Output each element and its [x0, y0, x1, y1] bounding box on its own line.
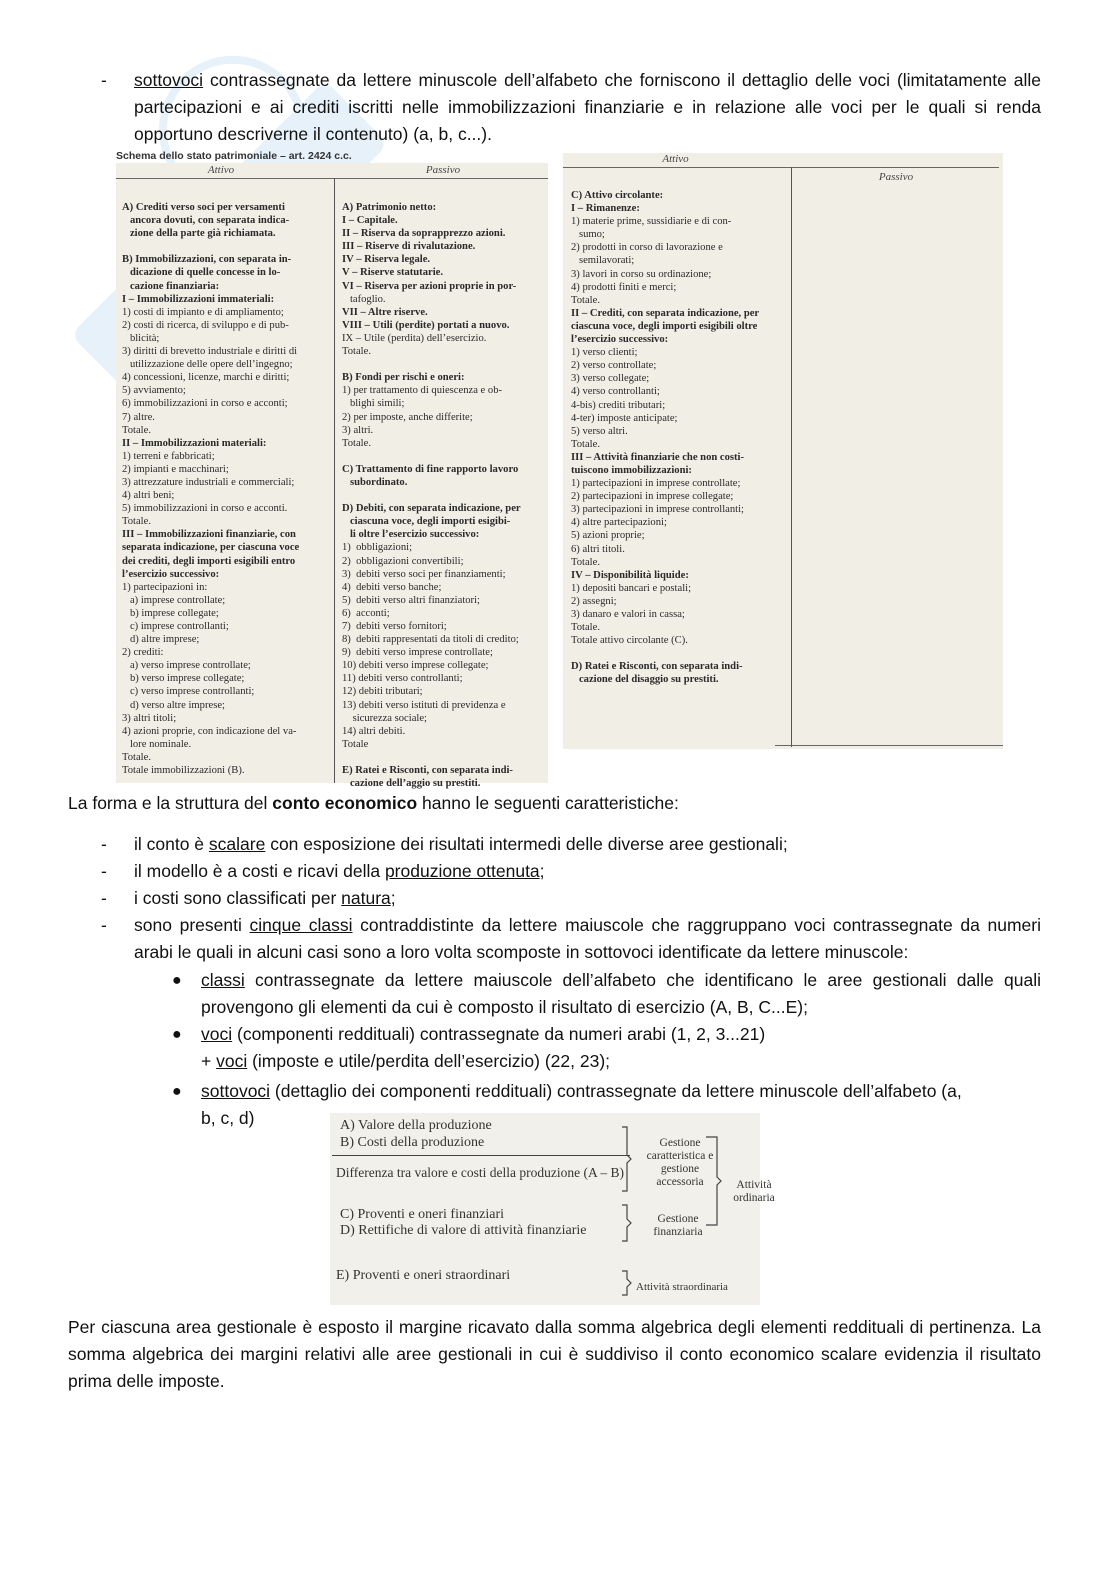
schema-line: 3) diritti di brevetto industriale e diritti di [122, 346, 298, 358]
schema-line: 5) debiti verso altri finanziatori; [342, 594, 480, 606]
schema-line: IX – Utile (perdita) dell’esercizio. [342, 332, 487, 344]
schema-line: tafoglio. [342, 293, 386, 305]
schema-line: 3) verso collegate; [571, 373, 650, 385]
schema-line: B) Immobilizzazioni, con separata in- [122, 254, 292, 266]
schema-line: 14) altri debiti. [342, 725, 406, 737]
schema-line [342, 751, 546, 764]
ce-gestione-finanziaria: Gestione finanziaria [653, 1213, 703, 1238]
schema-line: 1) partecipazioni in imprese controllate; [571, 478, 741, 490]
schema-line: C) Trattamento di fine rapporto lavoro [342, 463, 519, 475]
list-dash: - [101, 70, 107, 90]
bullet-item-sottovoci: sottovoci (dettaglio dei componenti reddituali) contrassegnate da lettere minuscole dell’alfabeto (a, [201, 1081, 962, 1101]
schema-line: blighi simili; [342, 398, 405, 410]
schema-line: 11) debiti verso controllanti; [342, 673, 463, 685]
ce-diff: Differenza tra valore e costi della produzione (A – B) [336, 1165, 625, 1180]
schema-line: tuiscono immobilizzazioni: [571, 464, 692, 476]
schema-line: d) verso altre imprese; [122, 699, 225, 711]
schema-line: 5) avviamento; [122, 385, 186, 397]
schema-line: 7) altre. [122, 411, 155, 423]
schema-line: III – Immobilizzazioni finanziarie, con [122, 529, 296, 541]
schema-line: 1) obbligazioni; [342, 542, 413, 554]
schema-line: 3) lavori in corso su ordinazione; [571, 268, 712, 280]
ce-gestione-caratteristica: Gestione caratteristica e gestione accessoria [646, 1137, 714, 1188]
schema-line: 4-ter) imposte anticipate; [571, 412, 678, 424]
bullet-icon: ● [172, 1026, 182, 1043]
schema-line: l’esercizio successivo: [571, 334, 669, 346]
schema-line: I – Rimanenze: [571, 203, 640, 215]
schema-line [342, 450, 546, 463]
ce-c: C) Proventi e oneri finanziari [340, 1207, 505, 1222]
schema-line: 3) debiti verso soci per finanziamenti; [342, 568, 506, 580]
schema-line [571, 647, 787, 660]
schema-line: li oltre l’esercizio successivo: [342, 529, 480, 541]
schema-line: 2) prodotti in corso di lavorazione e [571, 242, 723, 254]
schema-line: D) Ratei e Risconti, con separata indi- [571, 661, 743, 673]
schema-line: VI – Riserva per azioni proprie in por- [342, 280, 517, 292]
schema-line: 3) partecipazioni in imprese controllanti; [571, 504, 744, 516]
schema-line: 5) verso altri. [571, 425, 628, 437]
bullet-icon: ● [172, 972, 182, 989]
schema-line: cazione dell’aggio su prestiti. [342, 778, 481, 790]
ce-attivita-straordinaria: Attività straordinaria [636, 1281, 728, 1293]
schema-line: 1) partecipazioni in: [122, 581, 208, 593]
header-attivo: Attivo [207, 164, 235, 176]
schema-line: a) imprese controllate; [122, 594, 226, 606]
schema-line: 2) crediti: [122, 647, 164, 659]
schema-line: I – Immobilizzazioni immateriali: [122, 293, 275, 305]
ce-a: A) Valore della produzione [340, 1118, 492, 1133]
schema-title: Schema dello stato patrimoniale – art. 2424 c.c. [116, 150, 352, 162]
schema-line: A) Patrimonio netto: [342, 202, 437, 213]
schema-line: Totale. [122, 424, 151, 436]
schema-line: C) Attivo circolante: [571, 190, 664, 201]
schema-line: VII – Altre riserve. [342, 306, 428, 318]
schema-line: zione della parte già richiamata. [122, 228, 276, 240]
schema-scan-right [563, 153, 1003, 749]
schema-line: d) altre imprese; [122, 634, 200, 646]
schema-line: blicità; [122, 332, 160, 344]
schema-line: Totale. [122, 751, 151, 763]
schema-line: 2) impianti e macchinari; [122, 463, 229, 475]
schema-line: a) verso imprese controllate; [122, 660, 251, 672]
schema-line: Totale. [571, 556, 600, 568]
schema-line: VIII – Utili (perdite) portati a nuovo. [342, 319, 510, 331]
schema-line: 2) costi di ricerca, di sviluppo e di pub- [122, 319, 289, 331]
schema-line: utilizzazione delle opere dell’ingegno; [122, 359, 293, 371]
schema-line: 5) immobilizzazioni in corso e acconti. [122, 503, 288, 515]
schema-column-attivo-circolante [571, 189, 787, 687]
schema-line: 4) debiti verso banche; [342, 581, 442, 593]
ce-d: D) Rettifiche di valore di attività finanziarie [340, 1223, 587, 1238]
ce-attivita-ordinaria: Attività ordinaria [733, 1179, 775, 1204]
list-dash: - [101, 915, 107, 935]
dash-item-2: il modello è a costi e ricavi della produzione ottenuta; [134, 861, 545, 881]
dash-item-1: il conto è scalare con esposizione dei risultati intermedi delle diverse aree gestionali; [134, 834, 788, 854]
schema-line: 6) immobilizzazioni in corso e acconti; [122, 398, 288, 410]
schema-line: 4) altre partecipazioni; [571, 517, 667, 529]
term-sottovoci: sottovoci [134, 70, 204, 90]
schema-line: 8) debiti rappresentati da titoli di credito; [342, 634, 519, 646]
schema-line: Totale. [342, 346, 371, 358]
schema-line: semilavorati; [571, 255, 635, 267]
schema-line: Totale. [342, 437, 371, 449]
schema-line: 4) prodotti finiti e merci; [571, 281, 677, 293]
schema-line: III – Riserve di rivalutazione. [342, 241, 476, 253]
list-dash: - [101, 861, 107, 881]
schema-line: 5) azioni proprie; [571, 530, 645, 542]
schema-line: I – Capitale. [342, 215, 398, 227]
schema-line: 1) terreni e fabbricati; [122, 450, 215, 462]
dash-item-3: i costi sono classificati per natura; [134, 888, 396, 908]
schema-line: sumo; [571, 229, 605, 241]
schema-line: 12) debiti tributari; [342, 686, 423, 698]
schema-line: dei crediti, degli importi esigibili entro [122, 555, 296, 567]
schema-line: II – Immobilizzazioni materiali: [122, 437, 267, 449]
intro-paragraph [134, 67, 1041, 148]
schema-line: ciascuna voce, degli importi esigibili oltre [571, 320, 758, 332]
schema-line: B) Fondi per rischi e oneri: [342, 372, 465, 384]
schema-line: Totale. [571, 622, 600, 634]
schema-line: 4) altri beni; [122, 490, 175, 502]
schema-line: III – Attività finanziarie che non costi- [571, 451, 745, 463]
schema-line: 7) debiti verso fornitori; [342, 621, 447, 632]
schema-line: II – Riserva da soprapprezzo azioni. [342, 228, 506, 240]
schema-line: cazione finanziaria: [122, 280, 220, 292]
conto-economico-diagram [330, 1113, 775, 1305]
schema-line: 2) verso controllate; [571, 360, 657, 372]
schema-line: subordinato. [342, 476, 408, 488]
schema-line [342, 358, 546, 371]
schema-line: 1) materie prime, sussidiarie e di con- [571, 216, 732, 228]
dash-item-4: sono presenti cinque classi contraddistinte da lettere maiuscole che raggruppano voci contrassegnate da numeri arabi le quali in alcuni casi sono a loro volta scomposte in sottovoci identificate da lettere minuscole: [134, 915, 1041, 962]
schema-line: sicurezza sociale; [342, 712, 427, 724]
schema-line: c) verso imprese controllanti; [122, 686, 255, 698]
schema-line: b) imprese collegate; [122, 607, 219, 619]
schema-line: l’esercizio successivo: [122, 568, 220, 580]
schema-line: 2) partecipazioni in imprese collegate; [571, 491, 734, 503]
schema-line: 2) per imposte, anche differite; [342, 411, 473, 423]
schema-line: 2) assegni; [571, 595, 617, 607]
schema-line: D) Debiti, con separata indicazione, per [342, 503, 521, 515]
schema-line: cazione del disaggio su prestiti. [571, 674, 719, 686]
schema-line: Totale [342, 738, 369, 750]
ce-e: E) Proventi e oneri straordinari [336, 1268, 511, 1283]
schema-line: 9) debiti verso imprese controllate; [342, 647, 493, 659]
list-dash: - [101, 834, 107, 854]
schema-line: A) Crediti verso soci per versamenti [122, 202, 285, 213]
conto-intro: La forma e la struttura del conto economico hanno le seguenti caratteristiche: [68, 793, 679, 813]
schema-line: 4) concessioni, licenze, marchi e diritti; [122, 372, 290, 384]
schema-line: 10) debiti verso imprese collegate; [342, 660, 489, 672]
list-dash: - [101, 888, 107, 908]
header-passivo: Passivo [425, 164, 461, 176]
schema-line: 6) acconti; [342, 607, 390, 619]
schema-line: IV – Disponibilità liquide: [571, 569, 689, 581]
bullet-item-sottovoci-cont: b, c, d) [201, 1108, 255, 1128]
schema-line: 2) obbligazioni convertibili; [342, 555, 464, 567]
schema-line: Totale. [122, 516, 151, 528]
schema-line: ciascuna voce, degli importi esigibi- [342, 516, 511, 528]
bullet-item-voci: voci (componenti reddituali) contrassegnate da numeri arabi (1, 2, 3...21) [201, 1024, 766, 1044]
schema-line: Totale attivo circolante (C). [571, 635, 688, 647]
schema-line [122, 240, 332, 253]
schema-line: ancora dovuti, con separata indica- [122, 215, 290, 227]
schema-line: IV – Riserva legale. [342, 254, 431, 266]
schema-line: c) imprese controllanti; [122, 621, 229, 632]
bullet-icon: ● [172, 1083, 182, 1100]
schema-line: 3) danaro e valori in cassa; [571, 609, 685, 620]
schema-line: 3) altri titoli; [122, 712, 177, 724]
schema-line: 4-bis) crediti tributari; [571, 399, 666, 411]
closing-paragraph: Per ciascuna area gestionale è esposto il margine ricavato dalla somma algebrica degli elementi reddituali di pertinenza. La somma algebrica dei margini relativi alle aree gestionali in cui è suddiviso il conto economico scalare evidenzia il risultato prima delle imposte. [68, 1317, 1041, 1391]
schema-line: 1) depositi bancari e postali; [571, 582, 692, 594]
schema-line: V – Riserve statutarie. [342, 267, 444, 279]
ce-b: B) Costi della produzione [340, 1135, 485, 1150]
bullet-item-voci-cont: + voci (imposte e utile/perdita dell’esercizio) (22, 23); [201, 1051, 611, 1071]
schema-line: separata indicazione, per ciascuna voce [122, 542, 300, 554]
schema-line: 4) verso controllanti; [571, 386, 660, 398]
schema-line: Totale immobilizzazioni (B). [122, 765, 245, 777]
schema-line: b) verso imprese collegate; [122, 673, 245, 685]
schema-line: E) Ratei e Risconti, con separata indi- [342, 765, 513, 777]
schema-line: dicazione di quelle concesse in lo- [122, 267, 281, 279]
schema-line: 4) azioni proprie, con indicazione del va- [122, 725, 297, 737]
schema-line: 1) verso clienti; [571, 347, 638, 359]
bullet-item-classi: classi contrassegnate da lettere maiuscole dell’alfabeto che identificano le aree gestionali dalle quali provengono gli elementi da cui è composto il risultato di esercizio (A, B, C...E); [201, 970, 1041, 1017]
conto-economico-term: conto economico [272, 793, 418, 813]
schema-line: Totale. [571, 438, 600, 450]
schema-line: 13) debiti verso istituti di previdenza e [342, 699, 506, 711]
schema-column-passivo [342, 201, 546, 790]
schema-scan-left [116, 163, 548, 790]
schema-line: II – Crediti, con separata indicazione, per [571, 307, 760, 319]
schema-line: 3) altri. [342, 424, 374, 436]
schema-column-attivo [122, 201, 332, 777]
schema-line: lore nominale. [122, 738, 192, 750]
header-passivo-right: Passivo [878, 171, 914, 183]
schema-line: Totale. [571, 294, 600, 306]
schema-line: 1) per trattamento di quiescenza e ob- [342, 385, 503, 397]
schema-line [342, 489, 546, 502]
header-attivo-right: Attivo [662, 153, 689, 165]
schema-line: 6) altri titoli. [571, 543, 625, 555]
schema-line: 3) attrezzature industriali e commerciali; [122, 476, 295, 488]
intro-text: contrassegnate da lettere minuscole dell’alfabeto che forniscono il dettaglio delle voci (limitatamente alle partecipazioni e ai crediti iscritti nelle immobilizzazioni finanziarie e in relazione alle voci per le quali si renda opportuno descriverne il contenuto) (a, b, c...). [134, 70, 1041, 144]
schema-line: 1) costi di impianto e di ampliamento; [122, 306, 284, 318]
